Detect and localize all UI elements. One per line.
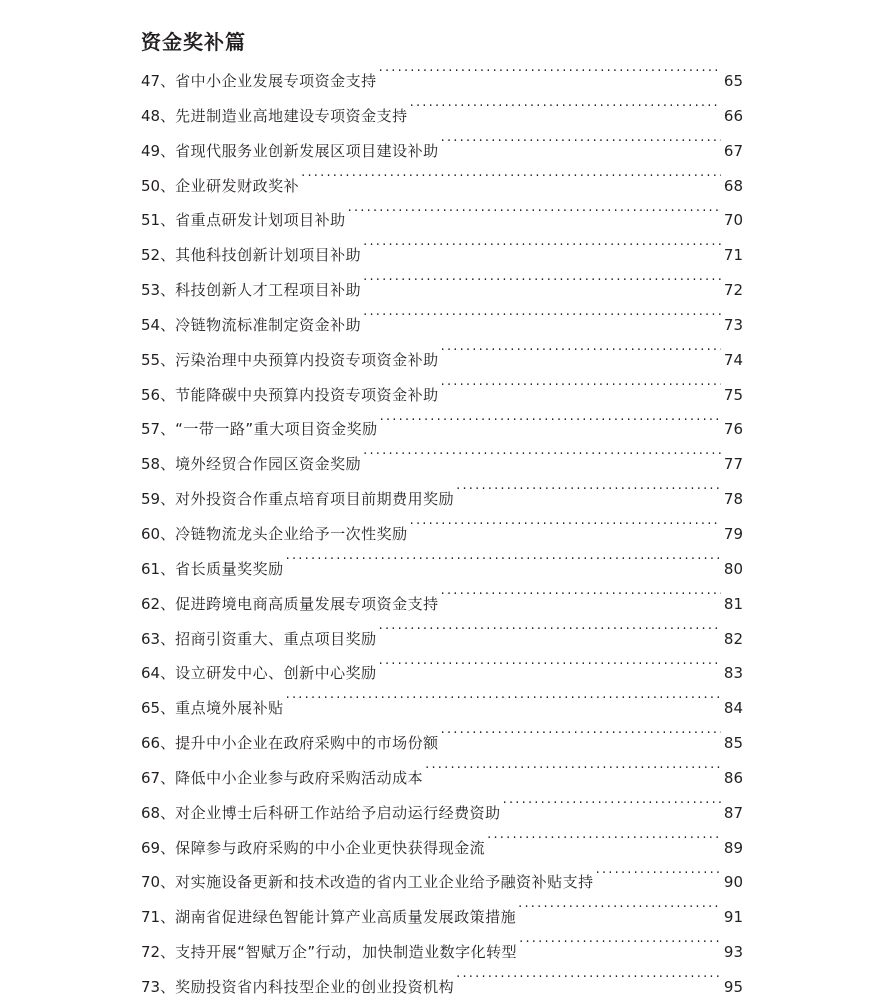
toc-dot-leader (363, 240, 721, 260)
toc-entry[interactable] (141, 273, 743, 308)
toc-entry[interactable] (141, 378, 743, 413)
toc-entry[interactable] (141, 64, 743, 99)
toc-entry-title: 奖励投资省内科技型企业的创业投资机构 (175, 977, 455, 996)
toc-entry-page-number: 83 (723, 664, 743, 683)
toc-entry-page-number: 70 (723, 211, 743, 230)
toc-entry-title: 促进跨境电商高质量发展专项资金支持 (175, 594, 439, 613)
toc-entry-title: “一带一路”重大项目资金奖励 (175, 420, 378, 439)
toc-entry[interactable] (141, 865, 743, 900)
toc-entry-page-number: 73 (723, 315, 743, 334)
toc-entry-page-number: 72 (723, 281, 743, 300)
toc-entry-title: 境外经贸合作园区资金奖励 (175, 455, 362, 474)
toc-entry-number: 56、 (141, 385, 176, 404)
toc-entry[interactable] (141, 99, 743, 134)
toc-entry-title: 保障参与政府采购的中小企业更快获得现金流 (175, 838, 486, 857)
toc-dot-leader (518, 902, 721, 922)
toc-entry-number: 47、 (141, 72, 176, 90)
toc-entry[interactable] (141, 900, 743, 935)
toc-entry-title: 支持开展“智赋万企”行动，加快制造业数字化转型 (175, 943, 518, 962)
toc-entry-number: 54、 (141, 315, 176, 334)
toc-entry-title: 提升中小企业在政府采购中的市场份额 (175, 734, 439, 753)
toc-entry-number: 55、 (141, 350, 176, 369)
toc-dot-leader (301, 171, 721, 191)
toc-entry-number: 73、 (141, 977, 176, 996)
toc-entry-number: 51、 (141, 211, 176, 230)
toc-entry-page-number: 71 (723, 246, 743, 265)
toc-entry-number: 63、 (141, 629, 176, 648)
toc-entry[interactable] (141, 970, 743, 1005)
toc-dot-leader (441, 345, 721, 365)
toc-entry-number: 62、 (141, 594, 176, 613)
toc-dot-leader (363, 310, 721, 330)
toc-dot-leader (286, 554, 721, 574)
toc-entry[interactable] (141, 517, 743, 552)
toc-dot-leader (596, 867, 721, 887)
section-title: 资金奖补篇 (141, 30, 246, 54)
toc-entry-title: 省重点研发计划项目补助 (175, 211, 346, 230)
toc-entry-title: 重点境外展补贴 (175, 699, 284, 718)
toc-entry-page-number: 77 (723, 455, 743, 474)
toc-entry[interactable] (141, 656, 743, 691)
toc-dot-leader (441, 136, 721, 156)
toc-entry-number: 59、 (141, 490, 176, 509)
toc-dot-leader (425, 763, 721, 783)
toc-entry-number: 66、 (141, 734, 176, 753)
toc-entry-title: 对外投资合作重点培育项目前期费用奖励 (175, 490, 455, 509)
toc-entry[interactable] (141, 552, 743, 587)
toc-entry-number: 69、 (141, 838, 176, 857)
toc-entry-number: 50、 (141, 176, 176, 195)
toc-dot-leader (379, 658, 721, 678)
toc-entry-page-number: 74 (723, 350, 743, 369)
toc-entry[interactable] (141, 831, 743, 866)
toc-entry-title: 省现代服务业创新发展区项目建设补助 (175, 141, 439, 160)
toc-entry[interactable] (141, 622, 743, 657)
toc-entry-page-number: 76 (723, 420, 743, 439)
toc-dot-leader (456, 484, 721, 504)
toc-entry-number: 60、 (141, 524, 176, 543)
toc-dot-leader (519, 937, 721, 957)
toc-entry-number: 61、 (141, 559, 176, 578)
toc-entry[interactable] (141, 587, 743, 622)
toc-entry-number: 57、 (141, 420, 176, 439)
toc-entry-page-number: 91 (723, 908, 743, 927)
toc-entry-page-number: 84 (723, 699, 743, 718)
toc-entry-page-number: 68 (723, 176, 743, 195)
toc-entry-number: 70、 (141, 873, 176, 892)
toc-entry[interactable] (141, 203, 743, 238)
toc-entry[interactable] (141, 308, 743, 343)
toc-entry-page-number: 80 (723, 559, 743, 578)
toc-entry[interactable] (141, 796, 743, 831)
toc-entry-page-number: 66 (723, 106, 743, 125)
toc-entry-title: 省中小企业发展专项资金支持 (175, 72, 377, 90)
toc-dot-leader (410, 519, 721, 539)
toc-entry-title: 节能降碳中央预算内投资专项资金补助 (175, 385, 439, 404)
toc-entry[interactable] (141, 726, 743, 761)
toc-entry-page-number: 93 (723, 943, 743, 962)
toc-dot-leader (441, 380, 721, 400)
toc-entry-number: 71、 (141, 908, 176, 927)
toc-entry-title: 湖南省促进绿色智能计算产业高质量发展政策措施 (175, 908, 517, 927)
toc-entry-number: 53、 (141, 281, 176, 300)
toc-entry-title: 污染治理中央预算内投资专项资金补助 (175, 350, 439, 369)
toc-entry-page-number: 82 (723, 629, 743, 648)
toc-entry-title: 其他科技创新计划项目补助 (175, 246, 362, 265)
toc-entry-page-number: 78 (723, 490, 743, 509)
toc-dot-leader (410, 101, 721, 121)
toc-entry-page-number: 67 (723, 141, 743, 160)
toc-entry-title: 科技创新人才工程项目补助 (175, 281, 362, 300)
toc-entry[interactable] (141, 447, 743, 482)
toc-entry-title: 省长质量奖奖励 (175, 559, 284, 578)
toc-dot-leader (348, 205, 721, 225)
toc-entry-number: 52、 (141, 246, 176, 265)
toc-entry-page-number: 85 (723, 734, 743, 753)
toc-entry-page-number: 86 (723, 768, 743, 787)
toc-entry[interactable] (141, 935, 743, 970)
toc-entry-number: 65、 (141, 699, 176, 718)
toc-entry-page-number: 90 (723, 873, 743, 892)
toc-entry[interactable] (141, 482, 743, 517)
table-of-contents (141, 64, 743, 1005)
toc-dot-leader (379, 624, 721, 644)
toc-entry-page-number: 95 (723, 977, 743, 996)
toc-entry-page-number: 75 (723, 385, 743, 404)
toc-entry-number: 67、 (141, 768, 176, 787)
toc-entry-title: 冷链物流龙头企业给予一次性奖励 (175, 524, 408, 543)
toc-entry-title: 对实施设备更新和技术改造的省内工业企业给予融资补贴支持 (175, 873, 594, 892)
toc-dot-leader (441, 589, 721, 609)
toc-entry-page-number: 79 (723, 524, 743, 543)
toc-entry[interactable] (141, 169, 743, 204)
toc-entry-page-number: 87 (723, 803, 743, 822)
toc-dot-leader (456, 972, 721, 992)
toc-entry-title: 降低中小企业参与政府采购活动成本 (175, 768, 424, 787)
toc-entry-title: 招商引资重大、重点项目奖励 (175, 629, 377, 648)
toc-dot-leader (363, 275, 721, 295)
toc-dot-leader (380, 414, 721, 434)
toc-dot-leader (286, 693, 721, 713)
toc-entry-title: 设立研发中心、创新中心奖励 (175, 664, 377, 683)
toc-entry-page-number: 89 (723, 838, 743, 857)
toc-entry[interactable] (141, 691, 743, 726)
toc-entry-title: 先进制造业高地建设专项资金支持 (175, 106, 408, 125)
toc-dot-leader (379, 66, 721, 86)
toc-entry[interactable] (141, 412, 743, 447)
toc-entry[interactable] (141, 238, 743, 273)
toc-entry-title: 对企业博士后科研工作站给予启动运行经费资助 (175, 803, 501, 822)
toc-entry-number: 58、 (141, 455, 176, 474)
toc-entry[interactable] (141, 343, 743, 378)
toc-dot-leader (363, 449, 721, 469)
toc-entry-number: 68、 (141, 803, 176, 822)
toc-dot-leader (503, 798, 721, 818)
toc-entry[interactable] (141, 761, 743, 796)
toc-entry-number: 72、 (141, 943, 176, 962)
toc-dot-leader (487, 833, 721, 853)
toc-entry-title: 企业研发财政奖补 (175, 176, 300, 195)
toc-entry-page-number: 65 (723, 72, 743, 90)
toc-entry-page-number: 81 (723, 594, 743, 613)
toc-entry-number: 49、 (141, 141, 176, 160)
toc-entry-number: 64、 (141, 664, 176, 683)
toc-dot-leader (441, 728, 721, 748)
toc-entry-title: 冷链物流标准制定资金补助 (175, 315, 362, 334)
toc-entry-number: 48、 (141, 106, 176, 125)
toc-entry[interactable] (141, 134, 743, 169)
